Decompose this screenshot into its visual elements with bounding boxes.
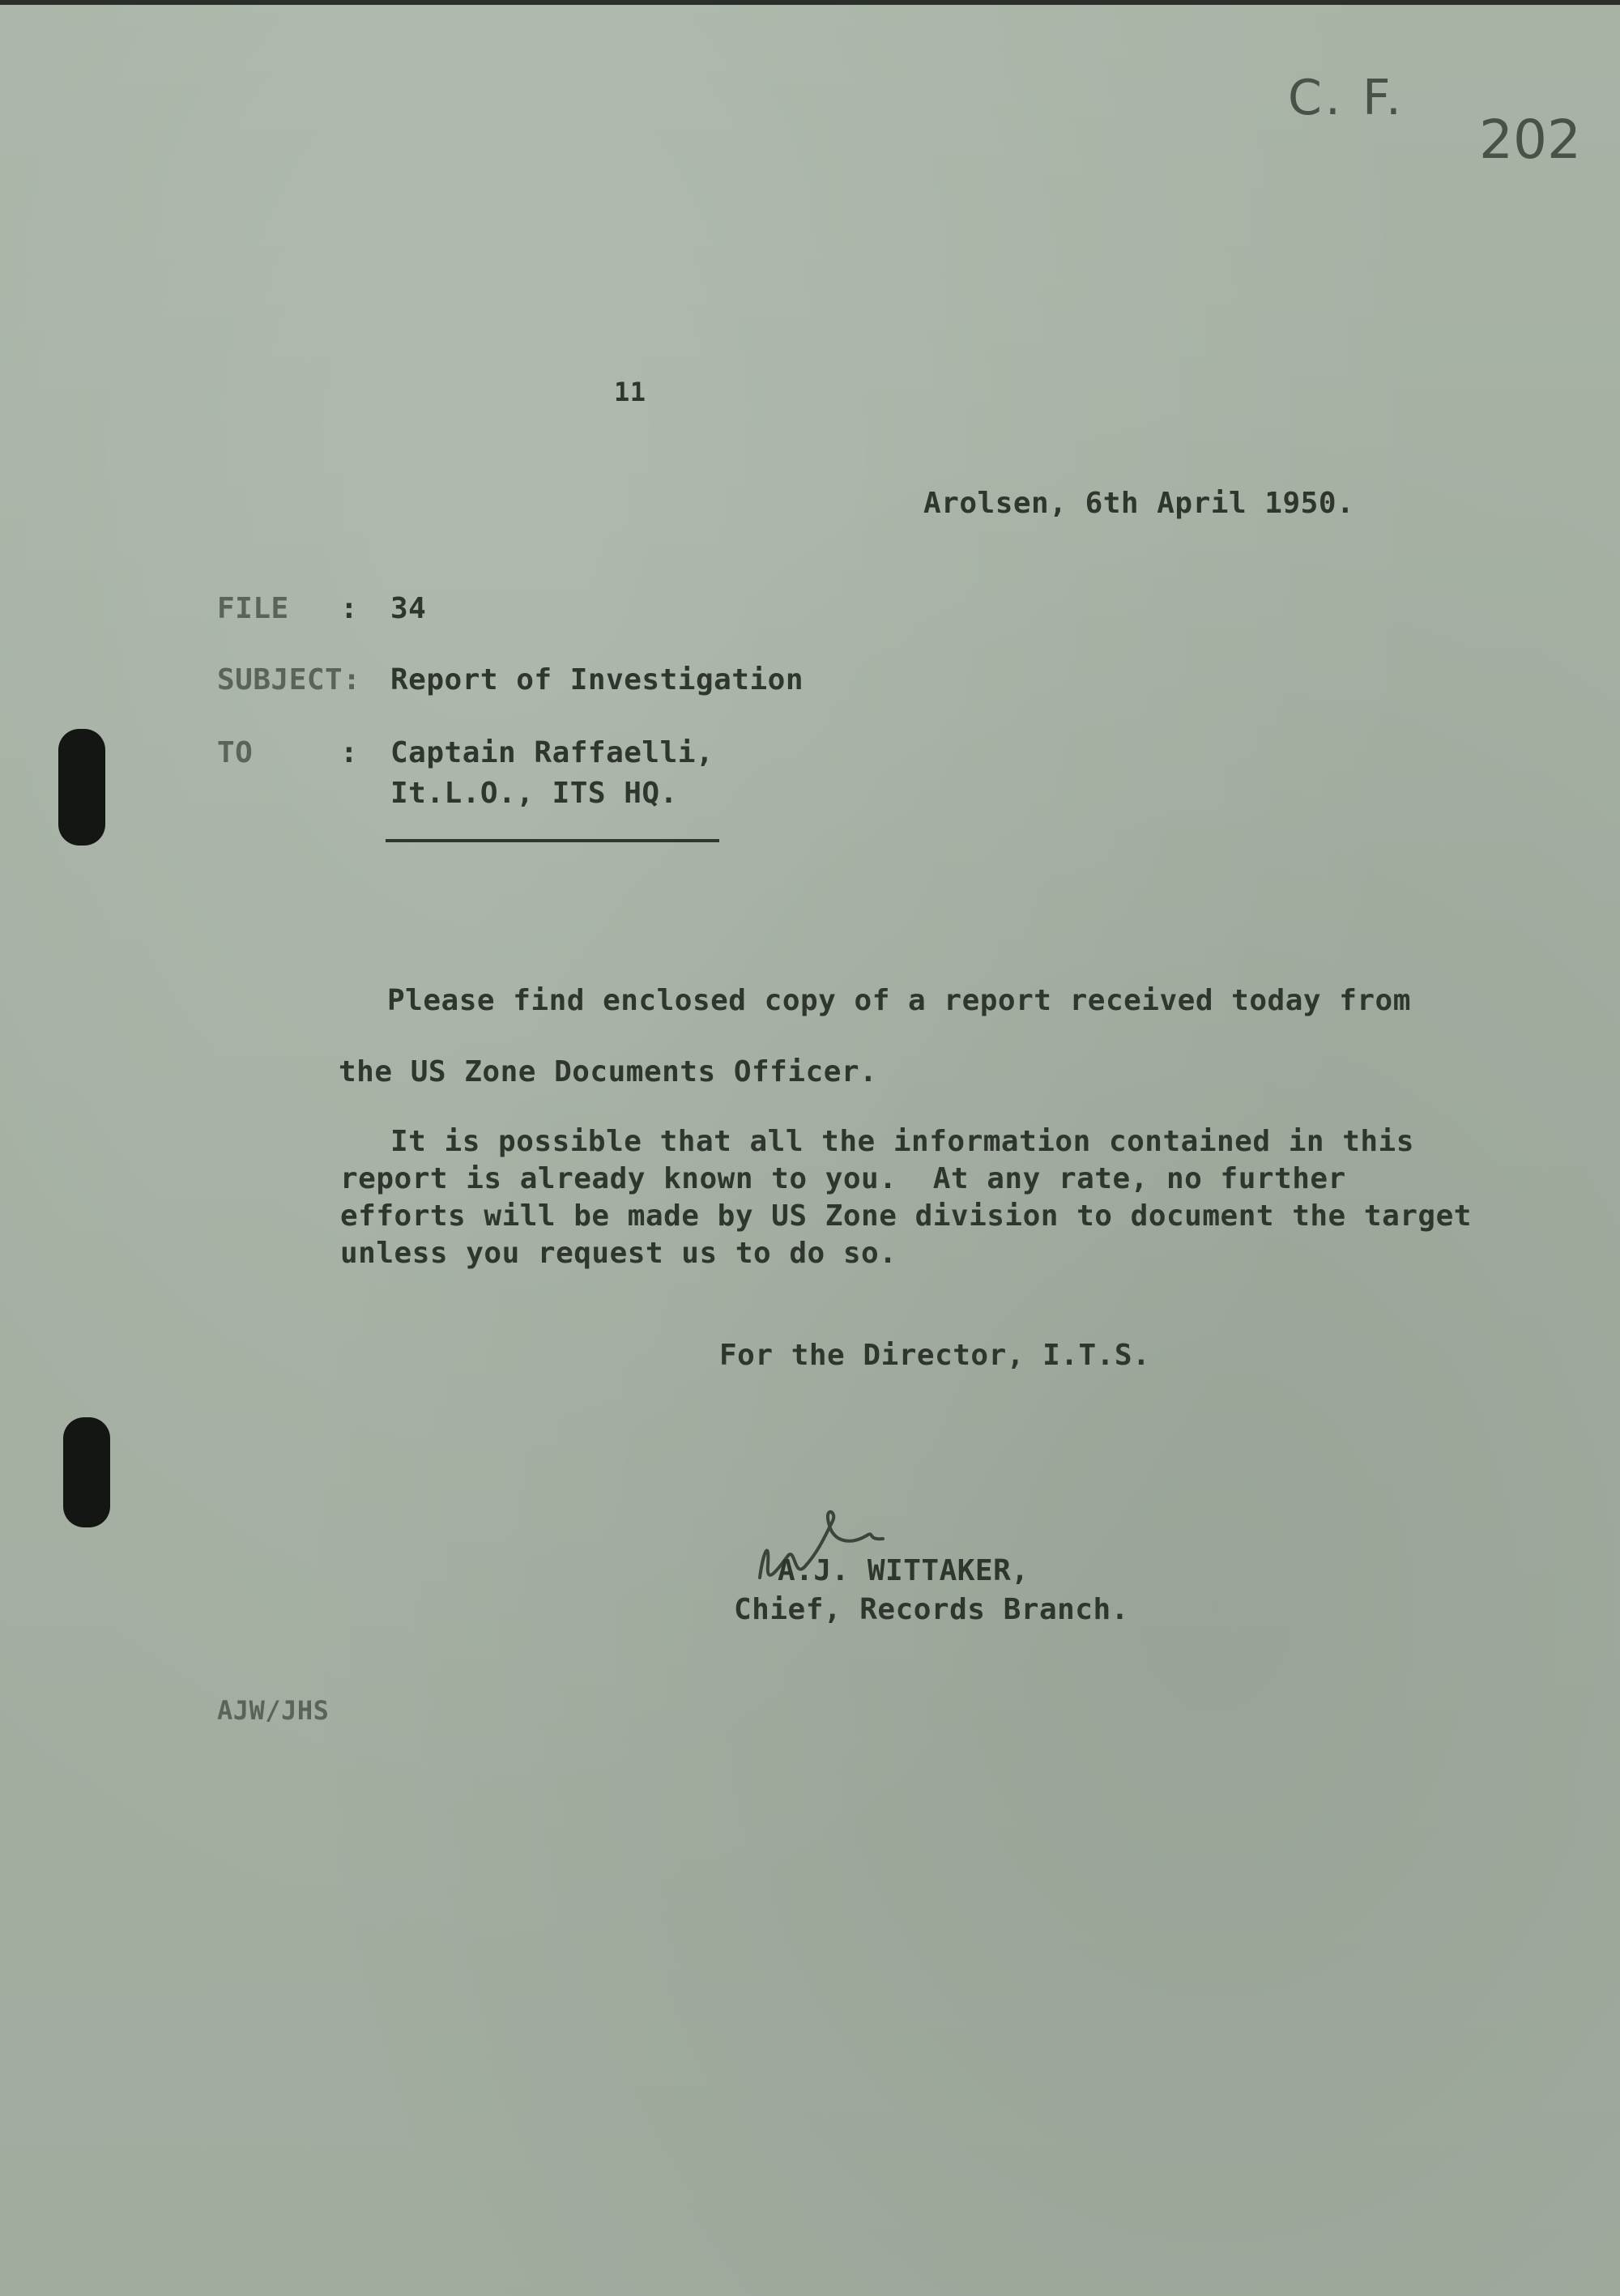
subject-label: SUBJECT: bbox=[217, 663, 361, 696]
body-para1-line1: Please find enclosed copy of a report received today from bbox=[387, 984, 1411, 1017]
body-para2-line2: report is already known to you. At any rate, no further bbox=[340, 1162, 1346, 1195]
closing-line: For the Director, I.T.S. bbox=[719, 1339, 1151, 1372]
subject-value: Report of Investigation bbox=[390, 663, 804, 696]
handwritten-initials: C. F. bbox=[1288, 70, 1405, 126]
body-para2-line3: efforts will be made by US Zone division to document the target bbox=[340, 1199, 1472, 1233]
to-separator: : bbox=[340, 736, 359, 769]
body-para1-line2: the US Zone Documents Officer. bbox=[339, 1055, 878, 1088]
file-label: FILE bbox=[217, 592, 289, 625]
body-para2-line1: It is possible that all the information contained in this bbox=[390, 1125, 1414, 1158]
handwritten-page-number: 202 bbox=[1479, 109, 1581, 171]
file-separator: : bbox=[340, 592, 359, 625]
reference-initials: AJW/JHS bbox=[217, 1695, 330, 1726]
to-recipient-line2: It.L.O., ITS HQ. bbox=[390, 777, 678, 810]
punch-hole-upper bbox=[58, 729, 105, 846]
copy-number: 11 bbox=[614, 377, 646, 407]
punch-hole-lower bbox=[63, 1417, 110, 1527]
place-date: Arolsen, 6th April 1950. bbox=[923, 487, 1355, 520]
to-recipient-line1: Captain Raffaelli, bbox=[390, 736, 714, 769]
signatory-name: A.J. WITTAKER, bbox=[778, 1554, 1030, 1587]
to-label: TO bbox=[217, 736, 254, 769]
file-value: 34 bbox=[390, 592, 427, 625]
body-para2-line4: unless you request us to do so. bbox=[340, 1237, 897, 1270]
header-underline bbox=[386, 839, 719, 842]
signatory-title: Chief, Records Branch. bbox=[734, 1593, 1129, 1626]
